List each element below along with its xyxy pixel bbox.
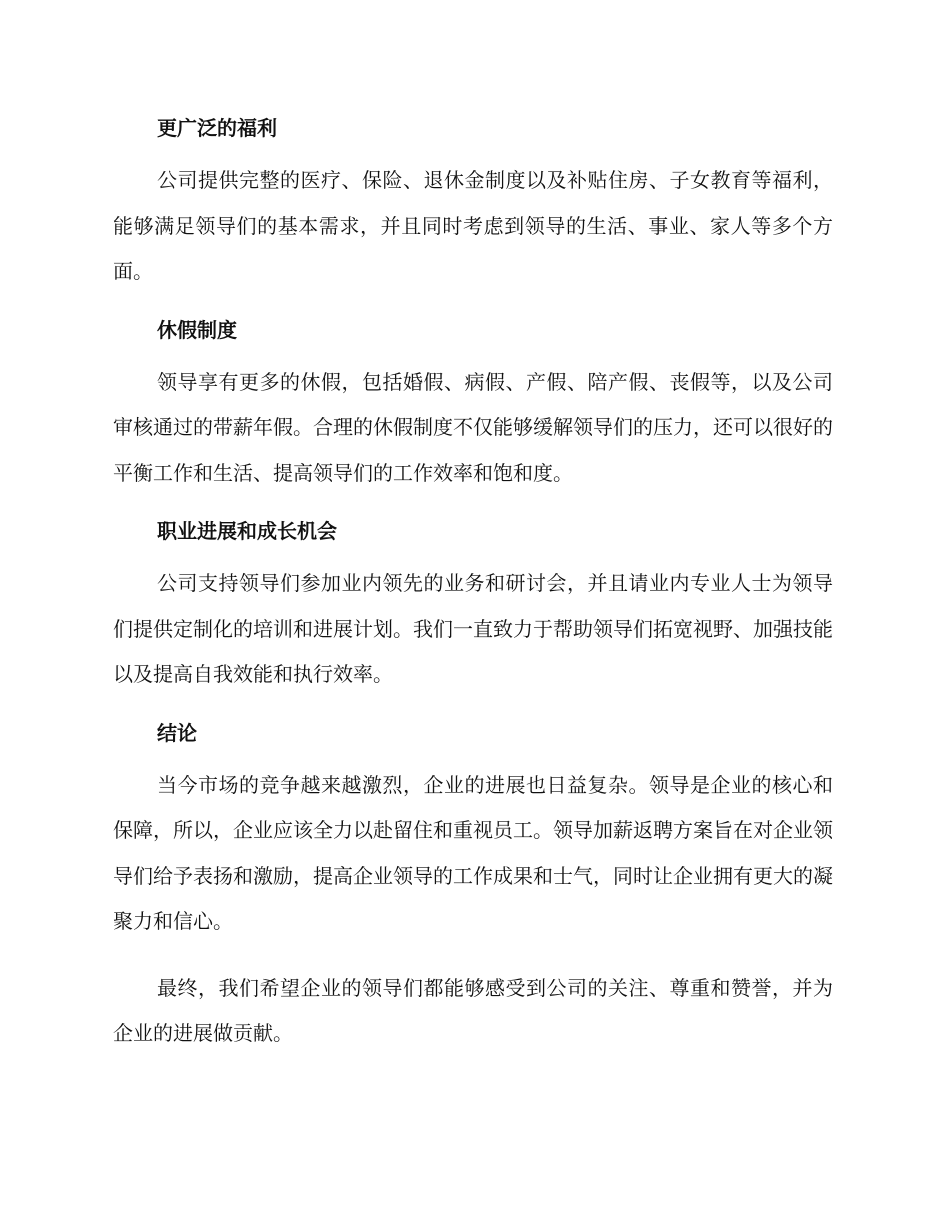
section-heading: 休假制度 bbox=[157, 317, 237, 342]
section-heading: 更广泛的福利 bbox=[157, 116, 277, 140]
section-vacation bbox=[113, 314, 833, 497]
paragraph: 当今市场的竞争越来越激烈，企业的进展也日益复杂。领导是企业的核心和保障，所以，企业应该全力以赴留住和重视员工。领导加薪返聘方案旨在对企业领导们给予表扬和激励，提高企业领导的工作成果和士气，同时让企业拥有更大的凝聚力和信心。 bbox=[113, 772, 833, 933]
section-conclusion bbox=[113, 717, 833, 1057]
paragraph: 公司提供完整的医疗、保险、退休金制度以及补贴住房、子女教育等福利，能够满足领导们的基本需求，并且同时考虑到领导的生活、事业、家人等多个方面。 bbox=[113, 168, 833, 283]
section-heading: 结论 bbox=[157, 720, 197, 745]
section-career bbox=[113, 515, 833, 698]
paragraph: 领导享有更多的休假，包括婚假、病假、产假、陪产假、丧假等，以及公司审核通过的带薪年假。合理的休假制度不仅能够缓解领导们的压力，还可以很好的平衡工作和生活、提高领导们的工作效率和饱和度。 bbox=[113, 369, 833, 485]
section-benefits bbox=[113, 112, 833, 295]
document-page bbox=[113, 112, 833, 1057]
paragraph: 公司支持领导们参加业内领先的业务和研讨会，并且请业内专业人士为领导们提供定制化的培训和进展计划。我们一直致力于帮助领导们拓宽视野、加强技能以及提高自我效能和执行效率。 bbox=[113, 571, 833, 686]
paragraph: 最终，我们希望企业的领导们都能够感受到公司的关注、尊重和赞誉，并为企业的进展做贡献。 bbox=[113, 975, 833, 1045]
section-heading: 职业进展和成长机会 bbox=[157, 519, 337, 543]
